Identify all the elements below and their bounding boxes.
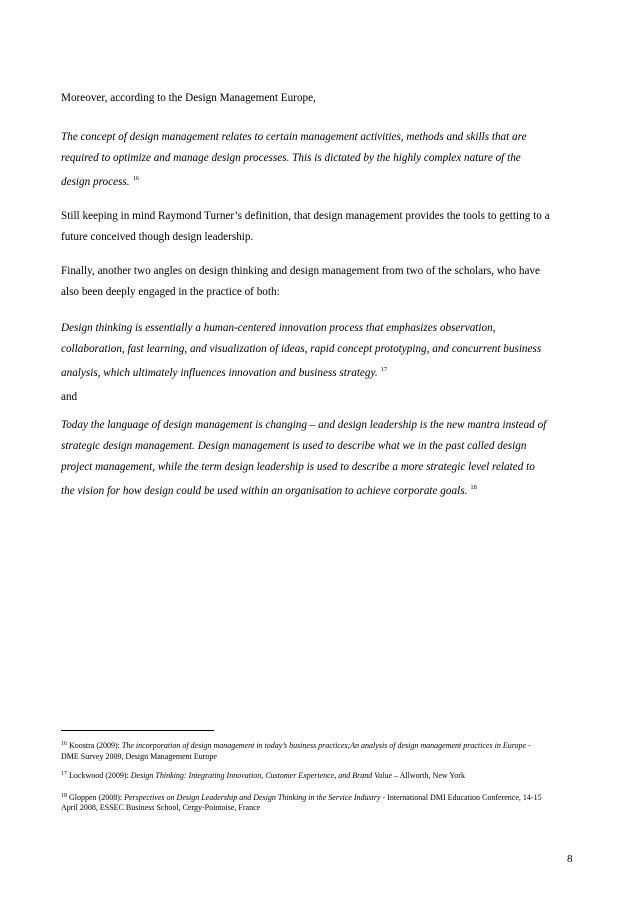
quote-line: design process. $^{16}$ [61,175,140,188]
quote-line: Design thinking is essentially a human-centered innovation process that emphasizes observation, [61,322,496,334]
paragraph-line: also been deeply engaged in the practice of both: [61,286,280,298]
footnote-separator [61,730,214,731]
quote-line: the vision for how design could be used within an organisation to achieve corporate goals. $^{18}$ [61,484,477,497]
footnote-17: $^{17}$ Lockwood (2009): Design Thinking: Integrating Innovation, Customer Experience, and Brand Value – Allworth, New York [61,771,465,780]
quote-line: analysis, which ultimately influences innovation and business strategy. $^{17}$ [61,366,388,379]
footnote-ref-16[interactable]: 16 [132,175,140,182]
quote-line: required to optimize and manage design processes. This is dictated by the highly complex nature of the [61,152,521,164]
quote-line: project management, while the term design leadership is used to describe a more strategic level related to [61,461,535,473]
footnote-16: $^{16}$ Koostra (2009): The incorporation of design management in today’s business practices;An analysis of design management practices in Europe - [61,741,531,750]
paragraph-line: future conceived though design leadership. [61,231,254,243]
footnote-ref-17[interactable]: 17 [380,366,388,373]
quote-line: strategic design management. Design management is used to describe what we in the past called design [61,440,527,452]
quote-line: collaboration, fast learning, and visualization of ideas, rapid concept prototyping, and concurrent business [61,343,542,355]
page-number: 8 [567,853,573,865]
footnote-18-continued: April 2008, ESSEC Business School, Cergy-Pointoise, France [61,803,261,812]
quote-line: Today the language of design management is changing – and design leadership is the new mantra instead of [61,419,547,431]
footnote-16-continued: DME Survey 2009, Design Management Europe [61,752,217,761]
paragraph-line: Finally, another two angles on design thinking and design management from two of the scholars, who have [61,265,540,277]
paragraph-line: Still keeping in mind Raymond Turner’s definition, that design management provides the tools to getting to a [61,210,550,222]
quote-line: The concept of design management relates to certain management activities, methods and skills that are [61,131,527,143]
footnote-ref-18[interactable]: 18 [470,484,477,491]
and-paragraph: and [61,391,78,403]
footnote-18: $^{18}$ Gloppen (2008): Perspectives on Design Leadership and Design Thinking in the Service Industry - International DMI Education Conference, 14-15 [61,793,542,802]
intro-paragraph: Moreover, according to the Design Management Europe, [61,92,316,104]
